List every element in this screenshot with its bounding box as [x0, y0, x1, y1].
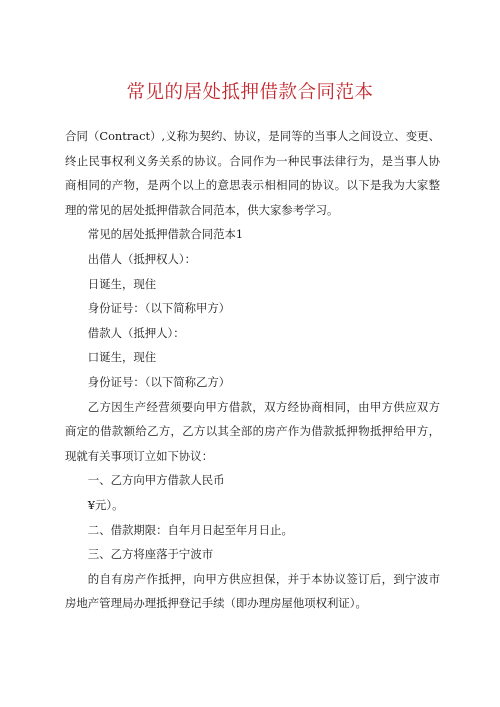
- document-paragraph: 三、乙方将座落于宁波市: [87, 547, 214, 562]
- document-paragraph: 二、借款期限：自年月日起至年月日止。: [87, 522, 293, 537]
- document-paragraph: 身份证号：（以下简称甲方）: [87, 301, 231, 316]
- document-paragraph: 的自有房产作抵押，向甲方供应担保，并于本协议签订后，到宁波市房地产管理局办理抵押登记手续（即办理房屋他项权利证）。: [65, 571, 440, 611]
- document-title: 常见的居处抵押借款合同范本: [126, 82, 374, 103]
- document-paragraph: 常见的居处抵押借款合同范本1: [87, 227, 244, 242]
- document-paragraph: 身份证号：（以下简称乙方）: [87, 374, 231, 389]
- document-paragraph: 合同（Contract）,义称为契约、协议，是同等的当事人之间设立、变更、终止民事权利义务关系的协议。合同作为一种民事法律行为，是当事人协商相同的产物，是两个以上的意思表示相相同的协议。以下是我为大家整理的常见的居处抵押借款合同范本，供大家参考学习。: [65, 129, 440, 217]
- document-paragraph: 日诞生，现住: [87, 276, 157, 291]
- document-paragraph: 一、乙方向甲方借款人民币: [87, 473, 225, 488]
- document-body: [65, 124, 440, 616]
- document-paragraph: 口诞生，现住: [87, 350, 157, 365]
- document-paragraph: 出借人（抵押权人）：: [87, 251, 197, 266]
- document-paragraph: 借款人（抵押人）：: [87, 325, 185, 340]
- document-paragraph: ¥元）。: [87, 497, 124, 512]
- document-paragraph: 乙方因生产经营须要向甲方借款，双方经协商相同，由甲方供应双方商定的借款额给乙方，乙方以其全部的房产作为借款抵押物抵押给甲方，现就有关事项订立如下协议：: [65, 399, 440, 463]
